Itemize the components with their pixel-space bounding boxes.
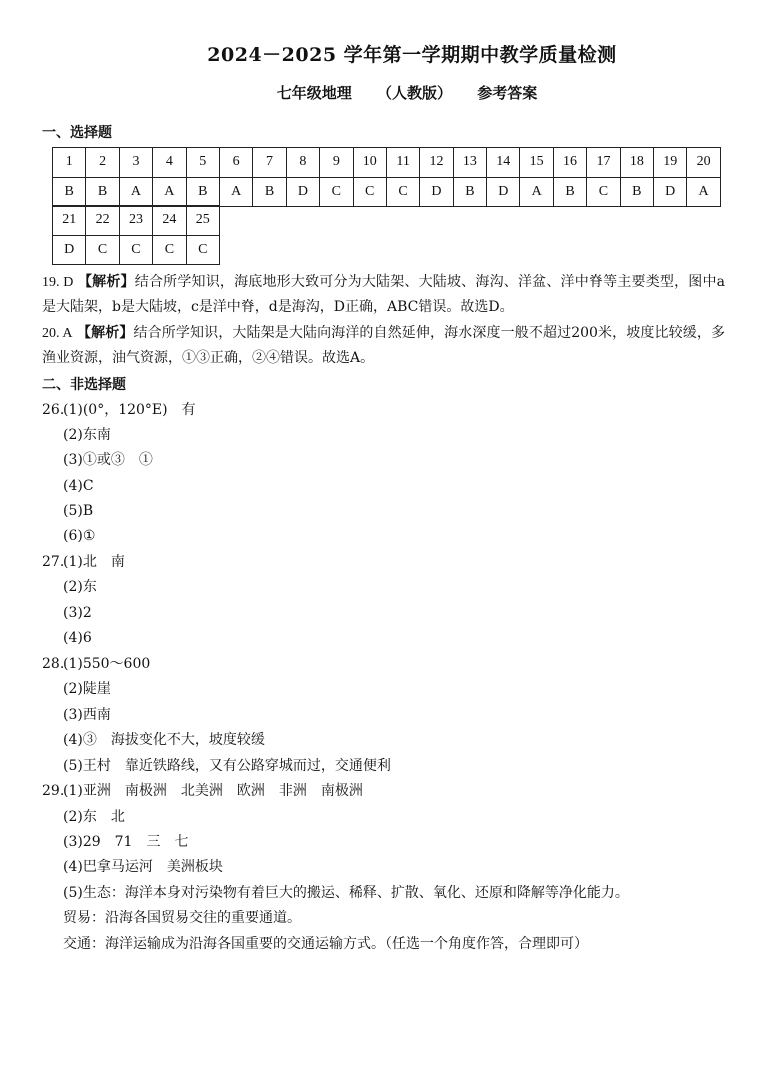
question-number-cell: 8 <box>286 148 319 178</box>
explanation-label: 19. D <box>42 275 74 290</box>
answer-grid-2-answers <box>53 235 220 265</box>
answer-cell: D <box>286 177 319 207</box>
q29-answer-2: (2)东 北 <box>63 809 125 825</box>
answer-cell: D <box>487 177 520 207</box>
answer-cell: A <box>687 177 720 207</box>
q29-answer-5-trade: 贸易：沿海各国贸易交往的重要通道。 <box>63 910 301 926</box>
answer-cell: A <box>219 177 252 207</box>
q29-answer-5-transport: 交通：海洋运输成为沿海各国重要的交通运输方式。（任选一个角度作答，合理即可） <box>63 936 588 952</box>
answer-cell: B <box>253 177 286 207</box>
q26-answer-5: (5)B <box>63 503 94 519</box>
q28-answer-5: (5)王村 靠近铁路线，又有公路穿城而过，交通便利 <box>63 758 391 774</box>
answer-cell: C <box>86 235 119 265</box>
q28-answer-3: (3)西南 <box>63 707 111 723</box>
subtitle-edition: （人教版） <box>376 84 452 102</box>
answer-cell: D <box>420 177 453 207</box>
answer-cell: B <box>553 177 586 207</box>
question-number-cell: 25 <box>186 206 219 236</box>
q29-answer-5: (5)生态：海洋本身对污染物有着巨大的搬运、稀释、扩散、氧化、还原和降解等净化能力。 <box>63 885 629 901</box>
answer-cell: B <box>186 177 219 207</box>
q29-answer-3: (3)29 71 三 七 <box>63 834 189 850</box>
answer-cell: C <box>353 177 386 207</box>
answer-grid-1-numbers <box>53 148 721 178</box>
answer-cell: C <box>587 177 620 207</box>
q26-answer-1: (1)(0°，120°E) 有 <box>63 402 196 418</box>
answer-cell: B <box>620 177 653 207</box>
q26-answer-6: (6)① <box>63 528 96 544</box>
question-number-cell: 11 <box>386 148 419 178</box>
question-number-cell: 21 <box>53 206 86 236</box>
question-number-cell: 6 <box>219 148 252 178</box>
question-number-cell: 12 <box>420 148 453 178</box>
answer-cell: B <box>53 177 86 207</box>
question-number-cell: 5 <box>186 148 219 178</box>
page-subtitle <box>0 82 764 103</box>
subtitle-answer-key: 参考答案 <box>477 84 538 102</box>
answer-cell: A <box>153 177 186 207</box>
q27-answer-3: (3)2 <box>63 605 92 621</box>
answer-cell: D <box>53 235 86 265</box>
answer-cell: B <box>453 177 486 207</box>
question-number-cell: 20 <box>687 148 720 178</box>
question-number-cell: 22 <box>86 206 119 236</box>
answer-cell: C <box>320 177 353 207</box>
explanation-label: 20. A <box>42 326 73 341</box>
question-number-cell: 16 <box>553 148 586 178</box>
question-number-cell: 14 <box>487 148 520 178</box>
question-number-cell: 13 <box>453 148 486 178</box>
question-number-cell: 24 <box>153 206 186 236</box>
question-26-number: 26. <box>42 402 65 418</box>
question-28-number: 28. <box>42 656 65 672</box>
explanation-tag: 【解析】 <box>77 274 135 290</box>
q29-answer-4: (4)巴拿马运河 美洲板块 <box>63 859 223 875</box>
question-number-cell: 19 <box>654 148 687 178</box>
question-number-cell: 2 <box>86 148 119 178</box>
question-number-cell: 15 <box>520 148 553 178</box>
answer-grid-2-numbers <box>53 206 220 236</box>
question-number-cell: 4 <box>153 148 186 178</box>
answer-cell: A <box>520 177 553 207</box>
answer-cell: C <box>153 235 186 265</box>
question-number-cell: 7 <box>253 148 286 178</box>
answer-cell: C <box>386 177 419 207</box>
q28-answer-4: (4)③ 海拔变化不大，坡度较缓 <box>63 732 265 748</box>
q27-answer-4: (4)6 <box>63 630 92 646</box>
section-choice-heading: 一、选择题 <box>42 125 112 141</box>
question-number-cell: 10 <box>353 148 386 178</box>
question-27-number: 27. <box>42 554 65 570</box>
question-number-cell: 3 <box>119 148 152 178</box>
answer-grid-1-answers <box>53 177 721 207</box>
answer-cell: B <box>86 177 119 207</box>
q27-answer-2: (2)东 <box>63 579 97 595</box>
explanation-19 <box>42 270 725 320</box>
question-number-cell: 23 <box>119 206 152 236</box>
answer-cell: A <box>119 177 152 207</box>
answer-grid-1 <box>52 147 721 207</box>
question-number-cell: 9 <box>320 148 353 178</box>
explanation-tag: 【解析】 <box>77 325 134 341</box>
q26-answer-4: (4)C <box>63 478 94 494</box>
q29-answer-1: (1)亚洲 南极洲 北美洲 欧洲 非洲 南极洲 <box>63 783 363 799</box>
explanation-20 <box>42 321 725 371</box>
answer-cell: C <box>186 235 219 265</box>
question-29-number: 29. <box>42 783 65 799</box>
q26-answer-3: (3)①或③ ① <box>63 452 153 468</box>
explanation-text: 结合所学知识，大陆架是大陆向海洋的自然延伸，海水深度一般不超过200米，坡度比较缓，多渔业资源，油气资源，①③正确，②④错误。故选A。 <box>42 325 726 366</box>
answer-cell: D <box>654 177 687 207</box>
q26-answer-2: (2)东南 <box>63 427 111 443</box>
section-nonchoice-heading: 二、非选择题 <box>42 377 126 393</box>
question-number-cell: 18 <box>620 148 653 178</box>
q28-answer-1: (1)550～600 <box>63 656 151 672</box>
subtitle-subject: 七年级地理 <box>276 84 352 102</box>
answer-cell: C <box>119 235 152 265</box>
answer-grid-2 <box>52 205 220 265</box>
explanation-text: 结合所学知识，海底地形大致可分为大陆架、大陆坡、海沟、洋盆、洋中脊等主要类型，图中a是大陆架，b是大陆坡，c是洋中脊，d是海沟，D正确，ABC错误。故选D。 <box>42 274 725 315</box>
page-title: 2024－2025 学年第一学期期中教学质量检测 <box>207 44 617 66</box>
question-number-cell: 17 <box>587 148 620 178</box>
q27-answer-1: (1)北 南 <box>63 554 125 570</box>
q28-answer-2: (2)陡崖 <box>63 681 111 697</box>
question-number-cell: 1 <box>53 148 86 178</box>
